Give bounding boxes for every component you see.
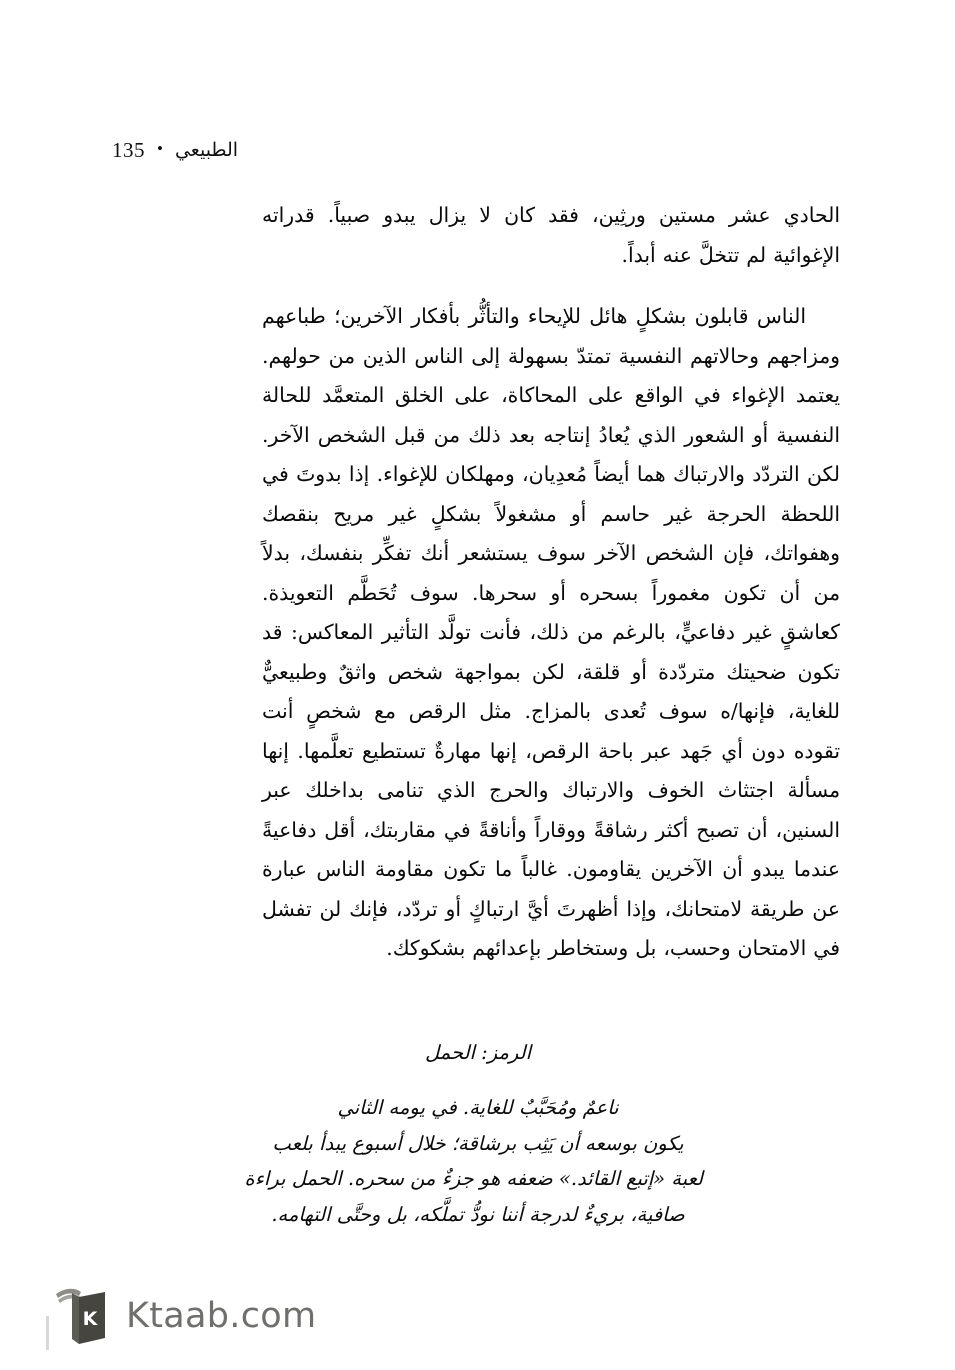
symbol-line-2: يكون بوسعه أن يَثِب برشاقة؛ خلال أسبوع يبدأ بلعب: [272, 1131, 684, 1155]
page-edge-strip: [46, 1316, 49, 1350]
symbol-body: [244, 1090, 703, 1232]
header-separator-dot: •: [157, 139, 163, 158]
site-watermark: [52, 1283, 316, 1349]
page-number: 135: [112, 138, 145, 162]
symbol-line-4: صافية، بريءٌ لدرجة أننا نودُّ تملَّكه، بل وحتَّى التهامه.: [271, 1202, 685, 1226]
logo-letter: K: [82, 1308, 98, 1330]
symbol-line-3: لعبة «إتبع القائد.» ضعفه هو جزءٌ من سحره. الحمل براءة: [244, 1167, 703, 1190]
symbol-line-1: ناعمٌ ومُحَبَّبٌ للغاية. في يومه الثاني: [337, 1096, 619, 1119]
running-header: [112, 140, 238, 161]
paragraph-1: الحادي عشر مستين ورثِين، فقد كان لا يزال يبدو صبياً. قدراته الإغوائية لم تتخلَّ عنه أبداً.: [262, 203, 840, 267]
book-logo-icon: [52, 1283, 114, 1349]
paragraph-2: الناس قابلون بشكلٍ هائل للإيحاء والتأثُّر بأفكار الآخرين؛ طباعهم ومزاجهم وحالاتهم النفسية تمتدّ بسهولة إلى الناس الذين من حولهم. يعتمد الإغواء في الواقع على المحاكاة، على الخلق المتعمَّد للحالة النفسية أو الشعور الذي يُعادُ إنتاجه بعد ذلك من قبل الشخص الآخر. لكن التردّد والارتباك هما أيضاً مُعدِيان، ومهلكان للإغواء. إذا بدوتَ في اللحظة الحرجة غير حاسم أو مشغولاً بشكلٍ غير مريح بنقصك وهفواتك، فإن الشخص الآخر سوف يستشعر أنك تفكِّر بنفسك، بدلاً من أن تكون مغموراً بسحره أو سحرها. سوف تُحَطَّم التعويذة. كعاشقٍ غير دفاعيٍّ، بالرغم من ذلك، فأنت تولَّد التأثير المعاكس: قد تكون ضحيتك متردّدة أو قلقة، لكن بمواجهة شخص واثقٌ وطبيعيٌّ للغاية، فإنها/ه سوف تُعدى بالمزاج. مثل الرقص مع شخصٍ أنت تقوده دون أي جَهد عبر باحة الرقص، إنها مهارةٌ تستطيع تعلَّمها. إنها مسألة اجتثاث الخوف والارتباك والحرج الذي تنامى بداخلك عبر السنين، أن تصبح أكثر رشاقةً ووقاراً وأناقةً في مقاربتك، أقل دفاعيةً عندما يبدو أن الآخرين يقاومون. غالباً ما تكون مقاومة الناس عبارة عن طريقة لامتحانك، وإذا أظهرتَ أيَّ ارتباكٍ أو تردّد، فإنك لن تفشل في الامتحان وحسب، بل وستخاطر بإعدائهم بشكوكك.: [262, 304, 840, 960]
symbol-block: [244, 1038, 703, 1232]
body-text-column: [262, 196, 840, 969]
chapter-title: الطبيعي: [174, 139, 239, 161]
site-brand-label: Ktaab.com: [126, 1295, 317, 1336]
symbol-heading: الرمز: الحمل: [424, 1041, 532, 1064]
